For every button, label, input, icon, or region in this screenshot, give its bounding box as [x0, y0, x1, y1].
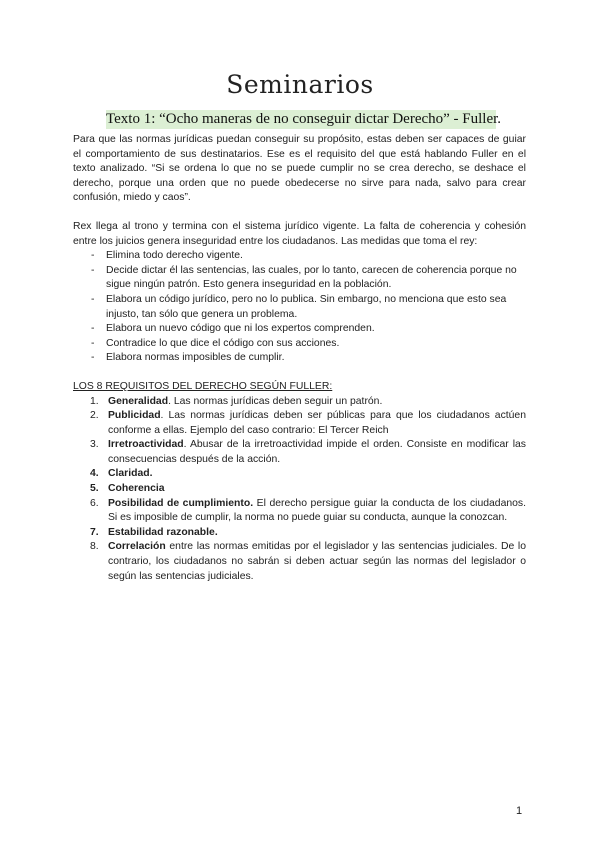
list-item: - Contradice lo que dice el código con sus acciones. — [91, 337, 340, 349]
list-item: 2. Publicidad. Las normas jurídicas deben ser públicas para que los ciudadanos actúen conforme a ellas. Ejemplo del caso contrario: El Tercer Reich — [90, 410, 526, 436]
requirement-term: Irretroactividad — [108, 439, 184, 451]
intro-paragraph: Para que las normas jurídicas puedan conseguir su propósito, estas deben ser capaces de guiar el comportamiento de sus destinatarios. Ese es el requisito del que está hablando Fuller en el texto analizado. “Si se ordena lo que no se puede cumplir no se crea derecho, se deshace el derecho, porque una orden que no puede obedecerse no sirve para nada, salvo para crear confusión, miedo y caos”. — [73, 134, 526, 204]
list-item: 3. Irretroactividad. Abusar de la irretroactividad impide el orden. Consiste en modificar las consecuencias después de la acción. — [90, 439, 526, 465]
list-item: 5. Coherencia — [90, 483, 165, 495]
requirements-list — [73, 395, 526, 585]
requirement-term: Publicidad — [108, 410, 161, 422]
list-item: - Elabora un código jurídico, pero no lo publica. Sin embargo, no menciona que esto sea injusto, tan sólo que genera un problema. — [91, 293, 507, 320]
requirement-term: Posibilidad de cumplimiento. — [108, 497, 254, 509]
page-number: 1 — [516, 805, 523, 817]
list-item: - Elimina todo derecho vigente. — [91, 250, 243, 262]
measure-text: Elabora un código jurídico, pero no lo publica. Sin embargo, no menciona que esto sea injusto, tan sólo que genera un problema. — [106, 293, 507, 320]
list-item: - Decide dictar él las sentencias, las cuales, por lo tanto, carecen de coherencia porque no sigue ningún patrón. Esto genera inseguridad en la población. — [91, 264, 517, 291]
document-body — [73, 133, 526, 584]
list-item: 8. Correlación entre las normas emitidas por el legislador y las sentencias judiciales. De lo contrario, los ciudadanos no sabrán si deben actuar según las normas del legislador o según las sentencias judiciales. — [90, 541, 526, 582]
requirement-term: Generalidad — [108, 395, 169, 407]
list-item: 7. Estabilidad razonable. — [90, 526, 218, 538]
list-item: - Elabora normas imposibles de cumplir. — [91, 352, 285, 364]
list-item: 1. Generalidad. Las normas jurídicas deben seguir un patrón. — [90, 395, 383, 407]
requirement-term: Estabilidad razonable. — [108, 526, 218, 538]
measure-text: Elimina todo derecho vigente. — [106, 250, 243, 262]
rex-paragraph: Rex llega al trono y termina con el sistema jurídico vigente. La falta de coherencia y cohesión entre los juicios genera inseguridad entre los ciudadanos. Las medidas que toma el rey: — [73, 220, 526, 247]
measures-list — [73, 249, 526, 366]
subtitle-highlight: Texto 1: “Ocho maneras de no conseguir dictar Derecho” - Fuller. — [106, 111, 502, 127]
requirement-term: Correlación — [108, 541, 166, 553]
requirement-term: Coherencia — [108, 483, 165, 495]
measure-text: Elabora un nuevo código que ni los expertos comprenden. — [106, 323, 375, 335]
requirement-term: Claridad. — [108, 468, 153, 480]
measure-text: Contradice lo que dice el código con sus acciones. — [106, 337, 340, 349]
list-item: 4. Claridad. — [90, 468, 153, 480]
measure-text: Elabora normas imposibles de cumplir. — [106, 352, 285, 364]
requirements-heading: LOS 8 REQUISITOS DEL DERECHO SEGÚN FULLER: — [73, 380, 333, 392]
list-item: 6. Posibilidad de cumplimiento. El derecho persigue guiar la conducta de los ciudadanos. Si es imposible de cumplir, la norma no puede guiar su conducta, aunque la conozcan. — [90, 497, 526, 524]
page-title: Seminarios — [226, 70, 374, 99]
list-item: - Elabora un nuevo código que ni los expertos comprenden. — [91, 323, 375, 335]
measure-text: Decide dictar él las sentencias, las cuales, por lo tanto, carecen de coherencia porque no sigue ningún patrón. Esto genera inseguridad en la población. — [106, 264, 517, 291]
